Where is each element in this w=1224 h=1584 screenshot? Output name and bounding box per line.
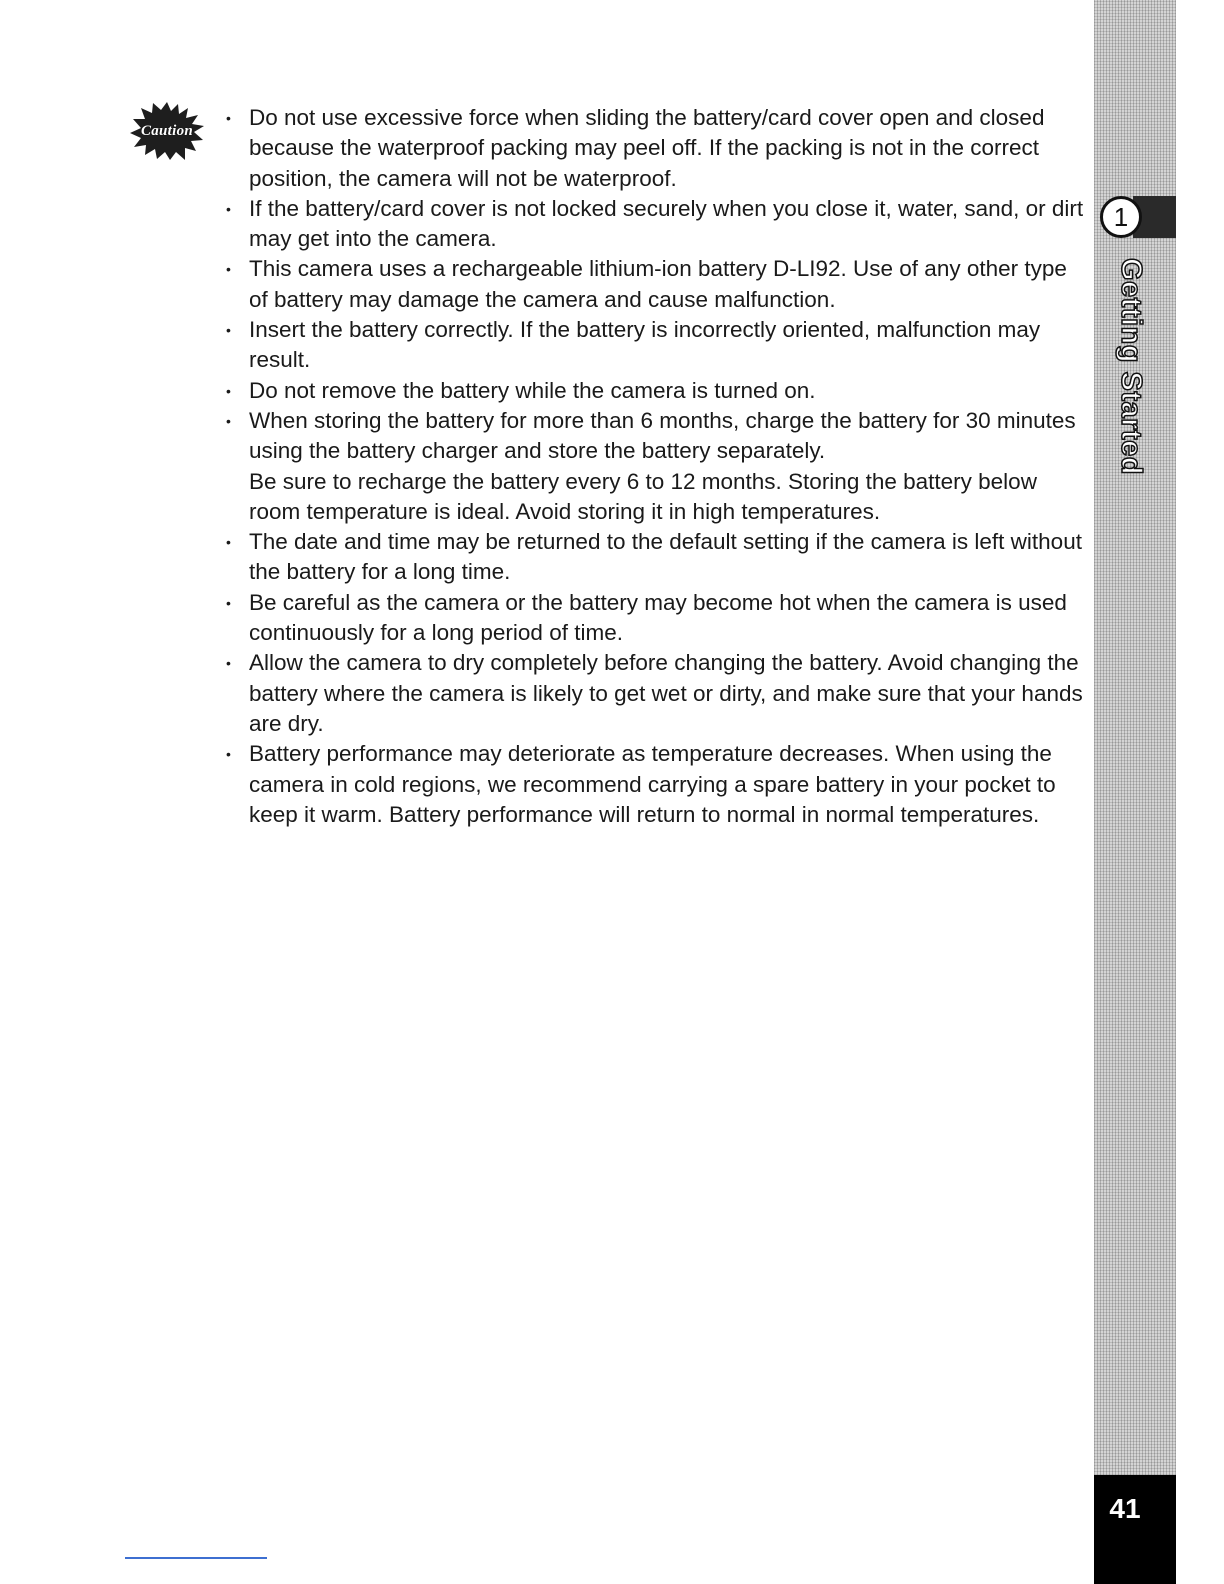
list-item (226, 254, 1086, 315)
list-item (226, 406, 1086, 527)
caution-list (226, 103, 1086, 830)
caution-label: Caution (140, 122, 194, 139)
list-item (226, 376, 1086, 406)
list-item (226, 315, 1086, 376)
caution-text: The date and time may be returned to the default setting if the camera is left without the battery for a long time. (249, 529, 1082, 585)
bullet: • (226, 382, 231, 399)
list-item (226, 588, 1086, 649)
list-item (226, 527, 1086, 588)
list-item (226, 194, 1086, 255)
page-number-box (1094, 1475, 1176, 1584)
caution-text: Do not use excessive force when sliding the battery/card cover open and closed because the waterproof packing may peel off. If the packing is not in the correct position, the camera will not be waterproof. (249, 105, 1045, 191)
bullet: • (226, 110, 231, 126)
bottom-rule (125, 1557, 267, 1559)
list-item (226, 103, 1086, 194)
bullet: • (226, 412, 231, 429)
bullet: • (226, 322, 231, 339)
caution-text: Battery performance may deteriorate as temperature decreases. When using the camera in cold regions, we recommend carrying a spare battery in your pocket to keep it warm. Battery performance will return to normal in normal temperatures. (249, 741, 1056, 827)
caution-text: Insert the battery correctly. If the battery is incorrectly oriented, malfunction may result. (249, 317, 1041, 373)
bullet: • (226, 746, 231, 763)
bullet: • (226, 655, 231, 672)
bullet: • (226, 261, 231, 278)
caution-text: Be careful as the camera or the battery may become hot when the camera is used continuously for a long period of time. (249, 589, 1067, 646)
bullet: • (226, 594, 231, 611)
list-item (226, 648, 1086, 739)
caution-text-continued: Be sure to recharge the battery every 6 to 12 months. Storing the battery below room temperature is ideal. Avoid storing it in high temperatures. (249, 468, 1037, 524)
chapter-number: 1 (1100, 196, 1142, 238)
bullet: • (226, 534, 231, 551)
caution-text: This camera uses a rechargeable lithium-ion battery D-LI92. Use of any other type of battery may damage the camera and cause malfunction. (249, 256, 1067, 312)
chapter-title: Getting Started (1115, 258, 1147, 475)
caution-text: Allow the camera to dry completely before changing the battery. Avoid changing the battery where the camera is likely to get wet or dirty, and make sure that your hands are dry. (249, 650, 1083, 736)
bullet: • (226, 200, 231, 217)
caution-text: If the battery/card cover is not locked securely when you close it, water, sand, or dirt may get into the camera. (249, 195, 1084, 252)
caution-badge (130, 102, 204, 160)
page-number: 41 (1109, 1493, 1141, 1524)
caution-text: When storing the battery for more than 6 months, charge the battery for 30 minutes using the battery charger and store the battery separately. (249, 407, 1076, 464)
caution-text: Do not remove the battery while the camera is turned on. (249, 377, 816, 403)
list-item (226, 739, 1086, 830)
